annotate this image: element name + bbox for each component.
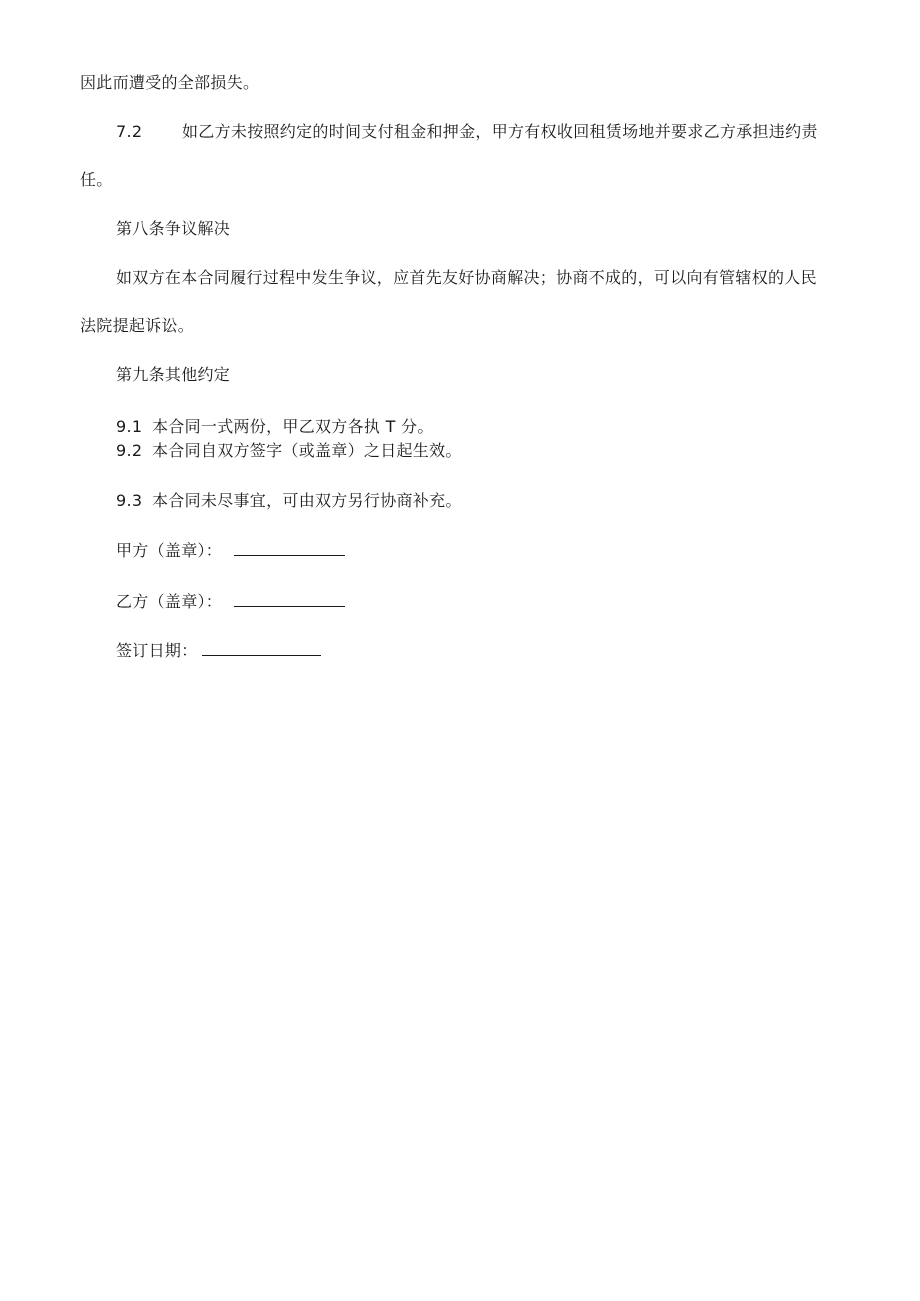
party-b-signature-label: 乙方（盖章）：: [116, 592, 223, 611]
clause-7-2-text-line2: 任。: [80, 170, 113, 189]
article-8-heading: 第八条争议解决: [116, 219, 231, 238]
party-a-signature-label: 甲方（盖章）：: [116, 541, 223, 560]
clause-9-2-number: 9.2: [116, 441, 143, 460]
party-b-signature-blank[interactable]: [234, 592, 345, 607]
clause-7-2-number: 7.2: [116, 122, 143, 141]
clause-7-2-text-line1: 如乙方未按照约定的时间支付租金和押金，甲方有权收回租赁场地并要求乙方承担违约责: [182, 122, 818, 141]
paragraph-tail: 因此而遭受的全部损失。: [80, 73, 260, 92]
clause-9-3-number: 9.3: [116, 491, 143, 510]
clause-9-3-text: 本合同未尽事宜，可由双方另行协商补充。: [152, 491, 462, 510]
clause-9-1-number: 9.1: [116, 417, 143, 436]
clause-9-1-text: 本合同一式两份，甲乙双方各执 T 分。: [152, 417, 434, 436]
clause-9-2-text: 本合同自双方签字（或盖章）之日起生效。: [152, 441, 462, 460]
article-8-text-line2: 法院提起诉讼。: [80, 316, 195, 335]
sign-date-blank[interactable]: [202, 641, 321, 656]
article-8-text-line1: 如双方在本合同履行过程中发生争议，应首先友好协商解决；协商不成的，可以向有管辖权的人民: [116, 268, 817, 287]
party-a-signature-blank[interactable]: [234, 541, 345, 556]
sign-date-label: 签订日期：: [116, 641, 198, 660]
article-9-heading: 第九条其他约定: [116, 365, 231, 384]
